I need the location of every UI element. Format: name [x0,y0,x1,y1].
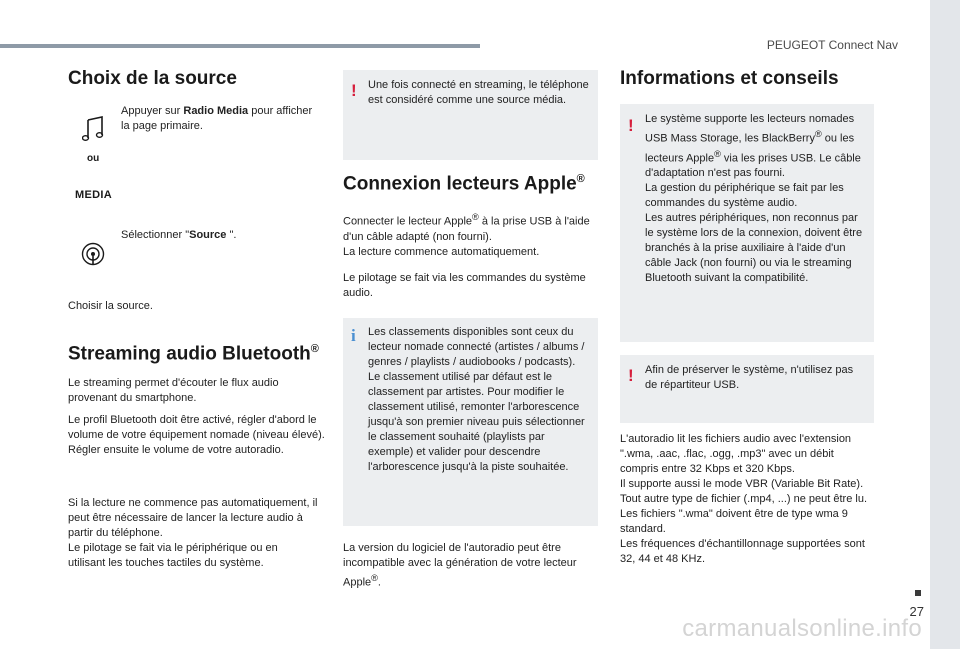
heading-apple: Connexion lecteurs Apple® [343,173,585,195]
warning-icon: ! [628,116,634,135]
heading-info: Informations et conseils [620,68,839,89]
step-select-source: Sélectionner "Source ". [121,229,237,241]
watermark: carmanualsonline.info [682,615,922,642]
warning-usb-splitter-text: Afin de préserver le système, n'utilisez pas de répartiteur USB. [645,364,854,391]
header-title: PEUGEOT Connect Nav [766,38,898,52]
warning-icon: ! [628,366,634,385]
music-note-icon [82,116,104,142]
warning-streaming-text: Une fois connecté en streaming, le téléphone est considéré comme une source média. [368,79,589,106]
heading-bluetooth: Streaming audio Bluetooth® [68,343,319,365]
page-edge-strip [930,0,960,649]
page-number: 27 [909,604,924,619]
warning-box-usb-splitter [620,355,874,423]
warning-icon: ! [351,81,357,100]
info-box-classification [343,318,598,526]
apple-version-note: La version du logiciel de l'autoradio peut être incompatible avec la génération de votre lecteur Apple®. [343,542,577,589]
bt-profile: Le profil Bluetooth doit être activé, régler d'abord le volume de votre équipement nomade (niveau élevé). Régler ensuite le volume de votre autoradio. [68,414,325,456]
step-radio-media: Appuyer sur Radio Media pour afficher la page primaire. [121,105,313,132]
or-label: ou [87,153,100,164]
bt-intro: Le streaming permet d'écouter le flux audio provenant du smartphone. [68,377,279,404]
bt-playback: Si la lecture ne commence pas automatiquement, il peut être nécessaire de lancer la lecture audio à partir du téléphone. Le pilotage se fait via le périphérique ou en utilisant les touches tactiles du système. [68,497,318,569]
choose-source-text: Choisir la source. [68,300,153,312]
info-classification-text: Les classements disponibles sont ceux du lecteur nomade connecté (artistes / albums / genres / playlists / audiobooks / podcasts). Le classement utilisé par défaut est le classement par artistes. Pour modifier le classement utilisé, remonter l'arborescence jusqu'à son premier niveau puis sélectionner le classement souhaité (playlists par exemple) et valider pour descendre l'arborescence jusqu'à la piste souhaitée. [368,326,585,473]
warning-box-streaming [343,70,598,160]
page-marker [915,590,921,596]
info-icon: i [351,326,356,345]
audio-formats-text: L'autoradio lit les fichiers audio avec l'extension ".wma, .aac, .flac, .ogg, .mp3" avec un débit compris entre 32 Kbps et 320 Kbps. Il supporte aussi le mode VBR (Variable Bit Rate). Tout autre type de fichier (.mp4, ...) ne peut être lu. Les fichiers ".wma" doivent être de type wma 9 standard. Les fréquences d'échantillonnage supportées sont 32, 44 et 48 KHz. [620,433,868,565]
apple-control: Le pilotage se fait via les commandes du système audio. [343,272,586,299]
warning-usb-support-text: Le système supporte les lecteurs nomades USB Mass Storage, les BlackBerry® ou les lecteurs Apple® via les prises USB. Le câble d'adaptation n'est pas fourni. La gestion du périphérique se fait par les commandes du système audio. Les autres périphériques, non reconnus par le système lors de la connexion, doivent être branchés à la prise auxiliaire à l'aide d'un câble Jack (non fourni) ou via le streaming Bluetooth suivant la compatibilité. [645,113,863,285]
heading-source: Choix de la source [68,68,237,89]
apple-connect: Connecter le lecteur Apple® à la prise USB à l'aide d'un câble adapté (non fourni). La lecture commence automatiquement. [343,212,590,258]
warning-box-usb-support [620,104,874,342]
header-rule [0,44,480,48]
source-icon [81,242,105,266]
media-key-label: MEDIA [75,189,112,201]
